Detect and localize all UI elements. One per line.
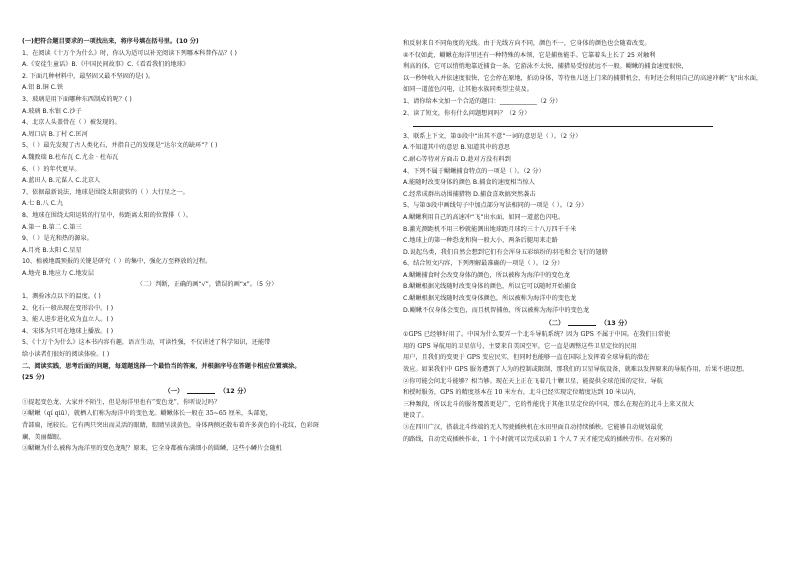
answer-underline[interactable] <box>413 119 713 127</box>
question-line: 3、联系上下文，第③段中“出其不意”一词的意思是（ ）。（2 分） <box>403 132 582 140</box>
reading-1-label: （一） <box>164 386 184 395</box>
passage-line: 和授时服务，GPS 的精度基本在 10 米左右，北斗已经实现定位精度达到 10 米以内， <box>403 389 640 397</box>
question-line: C.鳚鳅根据光线随时改变身体颜色，所以被称为海洋中的变色龙 <box>403 295 577 303</box>
passage-line: 三种频段，所以北斗的服务覆盖更是广，它的性能优于其他卫星定位的中国，那么在现在的北斗上来又很大 <box>403 400 694 408</box>
reading-2-score: （13 分） <box>600 319 631 328</box>
passage-line: 用的 GPS 导航用的卫星信号，主要来自美国空军，它一直是调整这些卫星定位的民用 <box>403 342 637 350</box>
question-line: A.铝 B.铜 C.铁 <box>22 84 64 92</box>
passage-line: 斓，美丽耀眼。 <box>22 433 66 441</box>
passage-line: ③鳚鳅为什么被称为海洋里的变色龙呢？原来，它全身都被布满细小的圆鳞，这些小鳞片会随机 <box>22 445 282 453</box>
left-question-list <box>22 36 392 384</box>
question-line: 3、能人进步进化成为直立人。( ) <box>22 316 114 324</box>
question-line: 3、玻璃是用下面哪种东西制成的呢？( ) <box>22 95 132 103</box>
question-line: 10、植被地震预报的关键是研究（ ）的集中，强化万至释放的过程。 <box>22 258 212 266</box>
passage-line: 建设了。 <box>403 412 428 420</box>
question-line: A.地壳 B.地应力 C.地发层 <box>22 269 95 277</box>
question-line: A.《安徒生童话》B.《中国民间故事》C.《看看我们的地球》 <box>22 61 190 69</box>
passage-line: ②你可能会问北斗能够？相当够。现在天上正在飞着几十颗卫星，能提供全球范围的定位、导航 <box>403 377 663 385</box>
question-line: D.说起鸟类，我们自然会想到它们有会浑身五彩缤纷的羽毛和会飞行的翅膀 <box>403 248 608 256</box>
question-line: A.能随时改变身体的颜色 B.捕食的速度相当惊人 <box>403 179 535 187</box>
question-line: 6、结合短文内容，下列理解最准确的一项是（ ）。（2 分） <box>403 260 564 268</box>
question-line: 4、宋体为只可在地球上播放。( ) <box>22 327 114 335</box>
reading-1-passage <box>22 397 392 455</box>
reading-2-title-blank[interactable] <box>568 319 596 326</box>
question-line <box>403 119 773 131</box>
question-line: A.鳚鳅利用自己的高速冲“飞”出水面，如同一道蓝色闪电。 <box>403 213 565 221</box>
reading-1-heading <box>22 384 392 397</box>
question-line: B.激光测距机不用三秒就能测出地球距月球约三十八万四千千米 <box>403 225 577 233</box>
question-line: 给小读者们很好的阅读体验。( ) <box>22 351 110 359</box>
question-line: C.耐心等待对方面击 D.趁对方没有料到 <box>403 155 511 163</box>
question-line: A.蓝田人 B.元谋人 C.北京人 <box>22 177 101 185</box>
passage-line: 效应。如果我们中 GPS 服务遭到了人为的控制或限制，那我们的卫星导航设备，就难以发挥原来的导航作用，后果不堪设想。 <box>403 366 749 374</box>
question-line: 利高的体，它可以悄悄地靠近捕食一条。它游泳不太快，捕猎易受惊扰远不一般。鳚鳅的捕食速度很快， <box>403 63 688 71</box>
question-line: 5、与第③段中画线句子中加点部分写法相同的一项是（ ）。（2 分） <box>403 202 588 210</box>
right-column <box>403 38 773 445</box>
left-column <box>22 36 392 455</box>
question-line: A.月亮 B.太阳 C.星星 <box>22 246 82 254</box>
question-line: A.不知道其中的意思 B.知道其中的意思 <box>403 144 511 152</box>
passage-line: 背部扁，尾较长。它有两只突出而灵活的眼睛，眼睛呈淡黄色，身体两侧还散布着许多黄色的小花纹，色彩斑 <box>22 422 319 429</box>
question-line: 1、测验冰点以下的温度。( ) <box>22 293 101 301</box>
question-line: 如同一道蓝色闪电，让其他水族同类望尘莫及。 <box>403 86 533 94</box>
reading-2-label: （二） <box>545 319 565 328</box>
question-line: B.鳚鳅根据光线随时改变身体的颜色，所以它可以随时开始捕食 <box>403 283 577 291</box>
question-line: A.周口店 B.丁村 C.匡河 <box>22 130 88 138</box>
reading-1-score: （12 分） <box>219 386 250 395</box>
question-line: A.玻璃 B.水银 C.沙子 <box>22 107 82 115</box>
question-line: ④不仅如此，鳚鳅在海洋里还有一种特殊的本领，它是捕鱼能手。它靠着头上长了 25 对触利 <box>403 51 656 59</box>
question-line: 4、下列不属于鳚鳅捕食特点的一项是（ ）。（2 分） <box>403 167 545 175</box>
question-line: 2、化石一般出现在变形岩中。( ) <box>22 304 114 312</box>
question-line: 6、（ ）的年代更早。 <box>22 165 81 173</box>
passage-line: ①GPS 已经够好用了。中国为什么要弄一个北斗导航系统？因为 GPS 不属于中国。在我们日常使 <box>403 331 671 339</box>
passage-line: ①提起变色龙，大家并不陌生，但是海洋里也有“变色龙”，你听说过吗？ <box>22 398 221 406</box>
question-line: 1、在阅读《十万个为什么》时，你认为适可以补充阅读下列哪本科普作品？( ) <box>22 49 237 57</box>
passage-line: ②鳚鳅（qí qiū），就栖人们称为海洋中的变色龙。鳚鳅体长一般在 35~65 厘米，头部宽， <box>22 410 272 418</box>
question-line: D.鳚鳅不仅身体会变色，而且机智捕鱼，所以被称为海洋中的变色龙 <box>403 306 590 314</box>
question-line: A.第一 B.第二 C.第三 <box>22 223 82 231</box>
question-line: A.七 B.八 C.九 <box>22 200 64 208</box>
question-line: 5、（ ）最先发现了古人类化石，并指自己的发现是“达尔文的缺环”？( ) <box>22 142 218 150</box>
reading-2-passage <box>403 329 773 445</box>
question-line: (25 分) <box>22 374 45 382</box>
question-line: 7、依据最新说法，地球是围绕太阳旋转的（ ）大行星之一。 <box>22 188 189 196</box>
question-line: (一)把符合题目要求的一项找出来，将序号填在括号里。(10 分) <box>22 38 199 45</box>
question-line: 2. 下面几种材料中，最坚固又最不坚固的是( )。 <box>22 72 155 80</box>
passage-line: ③在四川广汉，搭载北斗终端的无人驾驶插秧机在水田里面自动持续插秧。它能够自动规划最优 <box>403 424 663 431</box>
question-line: 二、阅读实践，思考后面的问题，每道题选择一个最恰当的答案，并根据序号在答题卡相应位置填涂。 <box>22 362 301 370</box>
reading-2-heading <box>403 316 773 329</box>
question-line: 1、请你给本文加一个合适的题目：____________（2 分） <box>403 97 562 105</box>
question-line: 4、北京人头盖骨在（ ）被发现的。 <box>22 119 121 127</box>
question-line: A.魏敦瑞 B.杜布瓦 C.尤金 · 杜布瓦 <box>22 153 119 161</box>
question-line: 以一秒钟收入并依速度很快，它会停在原地，拍动身体，等待鱼儿送上门来的捕猎机会，有时还会利用自己的高速冲刺“飞”出水面， <box>403 74 763 82</box>
reading-1-questions <box>403 38 773 316</box>
question-line: C.经常成群出动围捕猎物 D.捕食喜欢搞突然袭击 <box>403 190 536 198</box>
question-line: （二）判断，正确的画“√”，错误的画“x”。（5 分） <box>136 281 278 289</box>
question-line: C.地球上的第一种恐龙和狗一般大小，两条后腿用来走路 <box>403 237 558 245</box>
question-line: A.鳚鳅捕食时会改变身体的颜色，所以被称为海洋中的变色龙 <box>403 271 570 279</box>
passage-line: 的路线，自动完成插秧作业，1 个小时就可以完成以前 1 个人 7 天才能完成的插秧劳作。在对雾的 <box>403 435 673 443</box>
question-line: 8、地球在围绕太阳运转的行星中，按距离太阳的位置排（ ）。 <box>22 211 192 219</box>
question-line: 2、读了短文，你有什么问题想问吗？（2 分） <box>403 109 531 117</box>
passage-line: 用户，且我们的变更于 GPS 变应民实，但同时也能够一直在国际上发挥着全球导航的潜在 <box>403 354 650 362</box>
reading-1-title-blank[interactable] <box>187 387 215 394</box>
question-line: 5、《十万个为什么》这本书内容有趣，语言生动，可读性强，不仅讲述了科学知识，还能带 <box>22 339 271 347</box>
question-line: 和反射来自不同角度的光线。由于光线方向不同，颜色不一，它身体的颜色也会随着改变。 <box>403 40 651 47</box>
question-line: 9、（ ）是光和热的源泉。 <box>22 235 93 243</box>
